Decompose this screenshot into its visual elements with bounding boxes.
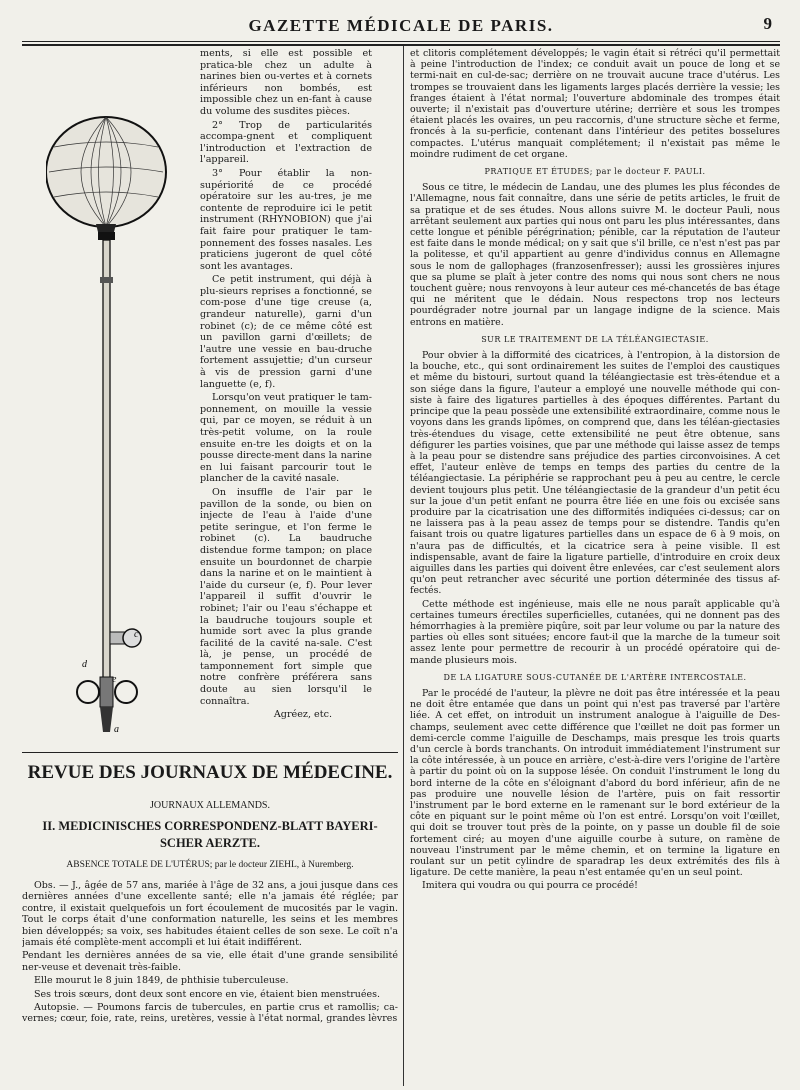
paragraph: Obs. — J., âgée de 57 ans, mariée à l'âge de 32 ans, a joui jusque dans ces dernières années d'une excellente santé; elle n'a jamais été réglée; par contre, il existait quelquefois un fort écoulement de mucosités par le vagin. Tout le corps était d'une conformation naturelle, les seins et les membres bien développés; sa voix, ses habitudes étaient celles de son sexe. Le coït n'a jamais été complète-ment accompli et lui était indifférent. bbox=[22, 880, 398, 949]
section-heading: SUR LE TRAITEMENT DE LA TÉLÉANGIECTASIE. bbox=[481, 334, 709, 344]
paragraph: Autopsie. — Poumons farcis de tubercules, en partie crus et ramollis; ca-vernes; cœur, foie, rate, reins, uretères, vessie à l'état normal, grandes lèvres bbox=[22, 1002, 398, 1025]
section-rule bbox=[22, 752, 398, 753]
column-divider bbox=[403, 46, 404, 1086]
paragraph: Pendant les dernières années de sa vie, elle était d'une grande sensibilité ner-veuse et devenait très-faible. bbox=[22, 950, 398, 973]
paragraph: Cette méthode est ingénieuse, mais elle ne nous paraît applicable qu'à certaines tumeurs érectiles superficielles, cutanées, qui ne donnent pas des hémorrhagies à la première piqûre, soit par leur volume ou par la nature des parties où elles sont situées; encore faut-il que la marche de la tumeur soit assez lente pour permettre de recourir à un procédé opératoire qui de-mande plusieurs mois. bbox=[410, 598, 780, 666]
header-rule-thick bbox=[22, 44, 780, 46]
paragraph: et clitoris complétement développés; le vagin était si rétréci qu'il permettait à peine l'introduction de l'index; ce conduit avait un pouce de long et se termi-nait en cul-de-sac; derrière on ne trouvait aucune trace d'utérus. Les trompes se trouvaient dans les ligaments larges placés derrière la vessie; les franges étaient à l'état normal; l'ouverture abdominale des trompes était ouverte; il n'existait pas d'ouverture utérine; derrière et sous les trompes étaient placés les ovaires, un peu raccornis, d'une structure sèche et ferme, froncés à la su-perficie, contenant dans l'intérieur des petites bosselures compactes. L'utérus manquait complétement; il n'existait pas même le moindre rudiment de cet organe. bbox=[410, 48, 780, 160]
paragraph: 2° Trop de particularités accompa-gnent et compliquent l'introduction et l'extraction de l'appareil. bbox=[200, 119, 372, 166]
paragraph: Imitera qui voudra ou qui pourra ce procédé! bbox=[422, 880, 638, 892]
paragraph: Ses trois sœurs, dont deux sont encore en vie, étaient bien menstruées. bbox=[34, 988, 381, 1000]
paragraph: Sous ce titre, le médecin de Landau, une des plumes les plus fécondes de l'Allemagne, nous fait connaître, dans une série de petits articles, le fruit de sa pratique et de ses études. Nous allons suivre M. le docteur Pauli, nous arrêtant seulement aux parties qui nous ont paru les plus intéressantes, dans cette longue et pénible pérégrination; pénible, car la réputation de l'auteur est faite dans le monde médical; on y sait que s'il brille, ce n'est n'est pas par la politesse, et qu'il appartient au genre d'individus connus en Allemagne sous le nom de gallophages (franzosenfresser); aussi les grossières injures que sa plume se plaît à jeter contre des noms qui nous sont chers ne nous touchent guère; nous renvoyons à leur auteur ces mé-chancetés de bas étage qui ne méritent que le dédain. Nous respectons trop nos lecteurs pourdégrader notre journal par un langage indigne de la science. Mais entrons en matière. bbox=[410, 182, 780, 328]
article-heading: ABSENCE TOTALE DE L'UTÉRUS; par le docteur ZIEHL, à Nuremberg. bbox=[66, 860, 354, 870]
closing-salutation: Agréez, etc. bbox=[273, 709, 332, 721]
svg-text:c: c bbox=[134, 629, 139, 640]
header-rule bbox=[22, 41, 780, 42]
section-heading: PRATIQUE ET ÉTUDES; par le docteur F. PAULI. bbox=[484, 167, 706, 177]
paragraph: Elle mourut le 8 juin 1849, de phthisie tuberculeuse. bbox=[34, 975, 289, 987]
paragraph: Par le procédé de l'auteur, la plèvre ne doit pas être intéressée et la peau ne doit être entamée que dans un point qui n'est pas traversé par l'artère liée. A cet effet, on introduit un instrument analogue à l'aiguille de Des-champs, seulement avec cette différence que l'œillet ne doit pas former un demi-cercle comme l'aiguille de Deschamps, mais presque les trois quarts d'un cercle à bords tranchants. On introduit immédiatement l'instrument sur la côte intéressée, à un pouce en arrière, c'est-à-dire vers l'origine de l'artère à partir du point où on la suppose lésée. On conduit l'instrument le long du bord interne de la côte en s'éloignant d'abord du bord inférieur, afin de ne pas produire une nouvelle lésion de l'artère, puis on fait ressortir l'instrument par le bord externe en le ramenant sur le bord extérieur de la côte en piquant sur le point même où l'on est entré. Lorsqu'on voit l'œillet, qui doit se trouver tout près de la pointe, on y passe un double fil de soie fortement ciré; au moyen d'une aiguille courbe à suture, on ramène de nouveau l'instrument par le même chemin, et on termine la ligature en roulant sur un petit cylindre de sparadrap les deux extrémités des fils à ligature. De cette manière, la peau n'est entamée qu'en un seul point. bbox=[410, 687, 780, 879]
paragraph: On insuffle de l'air par le pavillon de la sonde, ou bien on injecte de l'eau à l'aide d'une petite seringue, et l'on ferme le robinet (c). La baudruche distendue forme tampon; on place ensuite un bourdonnet de charpie dans la narine et on le maintient à l'aide du curseur (e, f). Pour lever l'appareil il suffit d'ouvrir le robinet; l'air ou l'eau s'échappe et la baudruche toujours souple et humide sort avec la plus grande facilité de la cavité na-sale. C'est là, je pense, un procédé de tamponnement fort simple que notre confrère préférera sans doute au sien lorsqu'il le connaîtra. bbox=[200, 486, 372, 707]
paragraph: Lorsqu'on veut pratiquer le tam-ponnement, on mouille la vessie qui, par ce moyen, se réduit à un très-petit volume, on la roule ensuite en-tre les doigts et on la pousse directe-ment dans la narine en lui faisant parcourir tout le plancher de la cavité nasale. bbox=[200, 392, 372, 485]
svg-text:a: a bbox=[114, 724, 119, 735]
review-subtitle: JOURNAUX ALLEMANDS. bbox=[149, 800, 270, 811]
paragraph: 3° Pour établir la non-supériorité de ce procédé opératoire sur les au-tres, je me contente de reproduire ici le petit instrument (RHYNOBION) que j'ai fait faire pour pratiquer le tam-ponnement des fosses nasales. Les praticiens jugeront de quel côté sont les avantages. bbox=[200, 167, 372, 272]
paragraph: Pour obvier à la difformité des cicatrices, à l'entropion, à la distorsion de la bouche, etc., qui sont ordinairement les suites de l'emploi des caustiques et même du bistouri, surtout quand la téléangiectasie est très-étendue et a son siége dans la figure, l'auteur a employé une nouvelle méthode qui con-siste à faire des ligatures partielles à des époques différentes. Partant du principe que la peau possède une extensibilité extraordinaire, comme nous le voyons dans les grands lipômes, on comprend que, dans les téléan-giectasies très-étendues du visage, cette extensibilité ne peut être obtenue, sans défigurer les parties voisines, que par une méthode qui laisse assez de temps à la peau pour se distendre sans préjudice des parties circonvoisines. A cet effet, l'auteur enlève de temps en temps des parties du centre de la téléangiectasie. La périphérie se rapprochant peu à peu au centre, le cercle devient toujours plus petit. Une téléangiectasie de la grandeur d'un petit écu sur la joue d'un petit enfant ne pourra être liée en une fois ou excisée sans produire par la cicatrisation une des difformités indiquées ci-dessus; car on ne laissera pas à la peau assez de temps pour se distendre. Tandis qu'en faisant trois ou quatre ligatures partielles dans un espace de 6 à 9 mois, on n'aura pas de difficultés, et la cicatrice sera à peine visible. Il est indispensable, avant de faire la ligature partielle, d'introduire en croix deux aiguilles dans les parties qui doivent être enlevées, car c'est seulement alors qu'on peut retrancher avec sécurité une portion déterminée des tissus af-fectés. bbox=[410, 350, 780, 597]
page-header bbox=[22, 14, 780, 40]
journal-title: GAZETTE MÉDICALE DE PARIS. bbox=[248, 16, 554, 35]
review-title: REVUE DES JOURNAUX DE MÉDECINE. bbox=[27, 762, 393, 783]
svg-text:d: d bbox=[82, 659, 87, 670]
right-column-text bbox=[410, 48, 780, 1088]
paragraph: Ce petit instrument, qui déjà à plu-sieurs reprises a fonctionné, se com-pose d'une tige creuse (a, grandeur naturelle), garni d'un robinet (c); de ce même côté est un pavillon garni d'œillets; de l'autre une vessie en bau-druche fortement assujettie; d'un curseur à vis de pression garni d'une languette (e, f). bbox=[200, 274, 372, 390]
svg-text:e: e bbox=[112, 674, 117, 685]
section-heading: DE LA LIGATURE SOUS-CUTANÉE DE L'ARTÈRE INTERCOSTALE. bbox=[443, 672, 747, 682]
page-number: 9 bbox=[763, 14, 772, 33]
paragraph: ments, si elle est possible et pratica-ble chez un adulte à narines bien ou-vertes et à cornets inférieurs non bombés, est impossible chez un en-fant à cause du volume des susdites pièces. bbox=[200, 48, 372, 117]
rhynobion-instrument-figure bbox=[46, 92, 196, 742]
journal-name: II. MEDICINISCHES CORRESPONDENZ-BLATT BAYERI-SCHER AERZTE. bbox=[42, 819, 378, 850]
review-article-text bbox=[22, 880, 398, 1085]
left-column-upper-text bbox=[200, 48, 372, 748]
